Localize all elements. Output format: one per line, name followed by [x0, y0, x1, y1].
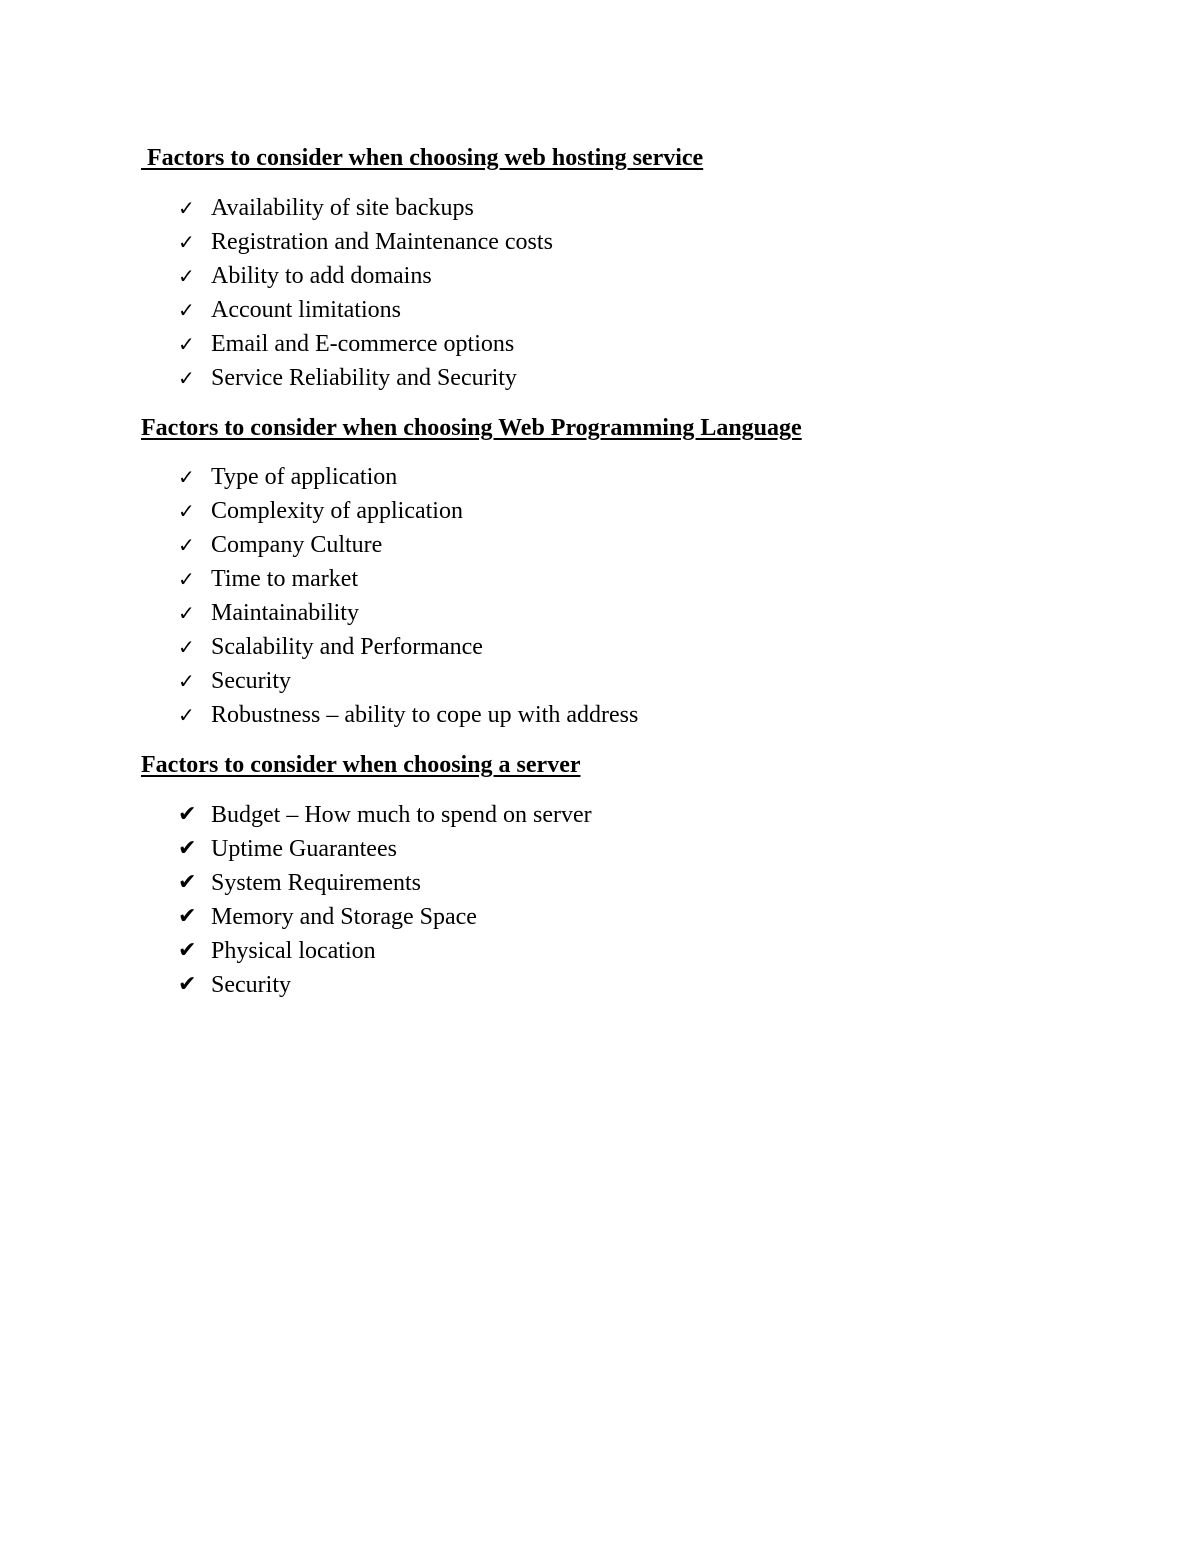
check-icon: ✓ — [178, 567, 195, 591]
list-item: ✔ Uptime Guarantees — [178, 832, 592, 866]
list-item: ✓ Time to market — [178, 562, 638, 596]
list-item: ✓ Ability to add domains — [178, 259, 553, 293]
check-icon: ✔ — [178, 870, 197, 895]
list-item: ✓ Maintainability — [178, 596, 638, 630]
section-heading-web-hosting: Factors to consider when choosing web hosting service — [141, 145, 704, 171]
check-icon: ✓ — [178, 669, 195, 693]
list-item: ✓ Availability of site backups — [178, 191, 553, 225]
list-item: ✔ Budget – How much to spend on server — [178, 798, 592, 832]
list-item: ✓ Account limitations — [178, 293, 553, 327]
list-item: ✓ Company Culture — [178, 528, 638, 562]
section-heading-server: Factors to consider when choosing a server — [141, 752, 581, 778]
check-icon: ✓ — [178, 601, 195, 625]
web-hosting-factors-list — [178, 191, 553, 395]
server-factors-list — [178, 798, 592, 1002]
check-icon: ✓ — [178, 465, 195, 489]
list-item: ✓ Type of application — [178, 460, 638, 494]
check-icon: ✓ — [178, 230, 195, 254]
check-icon: ✓ — [178, 703, 195, 727]
list-item: ✔ System Requirements — [178, 866, 592, 900]
programming-language-factors-list — [178, 460, 638, 732]
list-item: ✔ Security — [178, 968, 592, 1002]
list-item: ✓ Robustness – ability to cope up with address — [178, 698, 638, 732]
list-item: ✓ Registration and Maintenance costs — [178, 225, 553, 259]
list-item: ✔ Physical location — [178, 934, 592, 968]
check-icon: ✓ — [178, 635, 195, 659]
check-icon: ✓ — [178, 366, 195, 390]
list-item: ✓ Security — [178, 664, 638, 698]
check-icon: ✓ — [178, 264, 195, 288]
check-icon: ✔ — [178, 972, 197, 997]
check-icon: ✓ — [178, 298, 195, 322]
check-icon: ✔ — [178, 836, 197, 861]
check-icon: ✔ — [178, 938, 197, 963]
check-icon: ✔ — [178, 802, 197, 827]
check-icon: ✓ — [178, 332, 195, 356]
list-item: ✔ Memory and Storage Space — [178, 900, 592, 934]
check-icon: ✓ — [178, 533, 195, 557]
list-item: ✓ Complexity of application — [178, 494, 638, 528]
list-item: ✓ Email and E-commerce options — [178, 327, 553, 361]
check-icon: ✓ — [178, 196, 195, 220]
list-item: ✓ Scalability and Performance — [178, 630, 638, 664]
check-icon: ✔ — [178, 904, 197, 929]
check-icon: ✓ — [178, 499, 195, 523]
section-heading-programming-language: Factors to consider when choosing Web Programming Language — [141, 415, 802, 441]
list-item: ✓ Service Reliability and Security — [178, 361, 553, 395]
